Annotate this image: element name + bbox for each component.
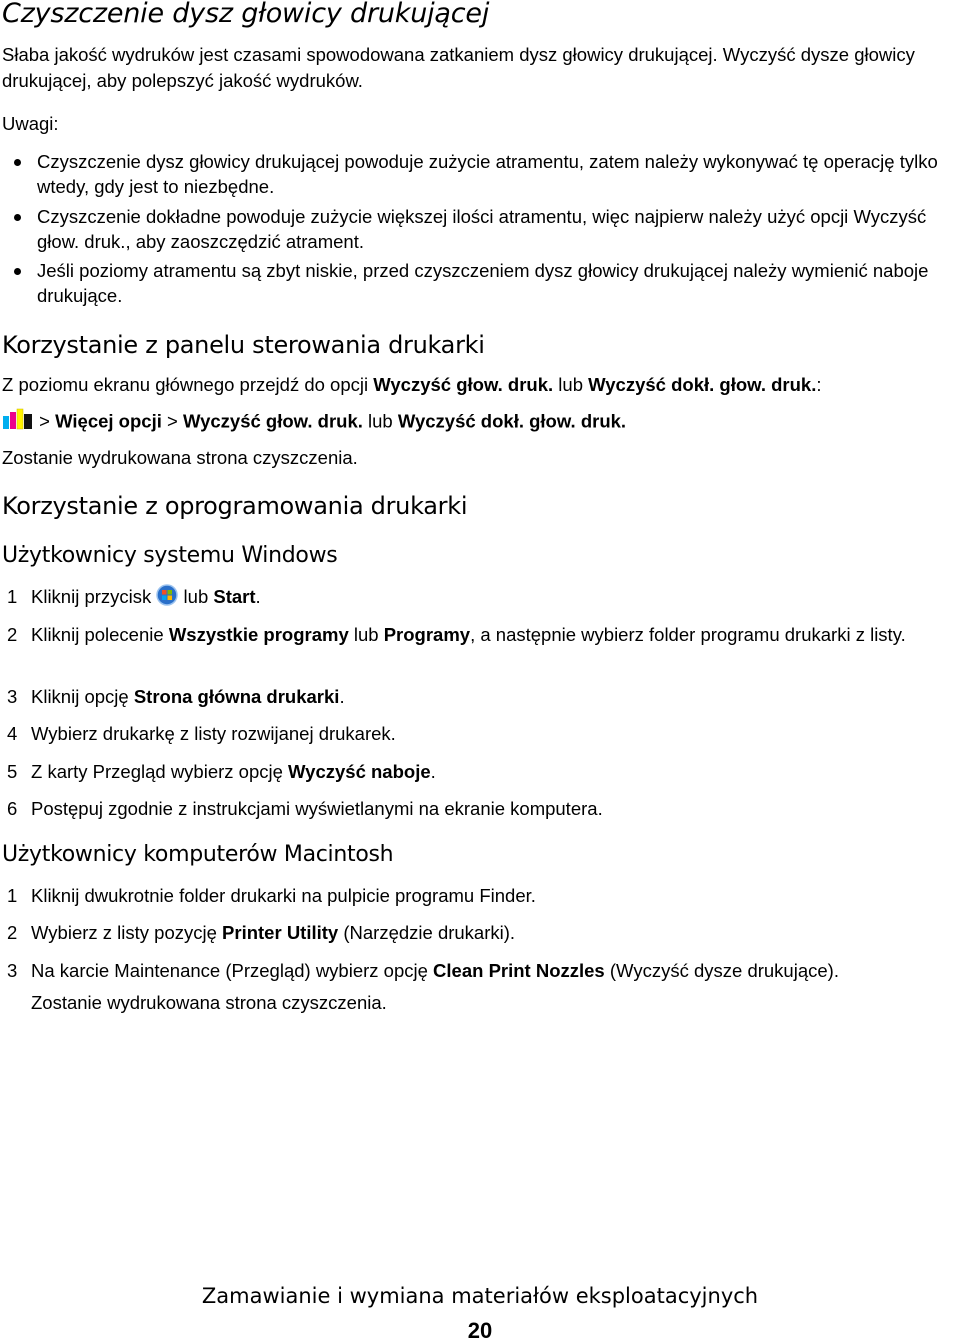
step-number: 5 (7, 761, 18, 782)
mac-step (0, 883, 955, 908)
note-item (0, 258, 955, 308)
page-number: 20 (467, 1318, 493, 1343)
step-number: 3 (7, 960, 18, 981)
windows-step (0, 721, 955, 746)
step-number: 4 (7, 723, 18, 744)
step-number: 2 (7, 624, 18, 645)
note-item (0, 204, 955, 254)
step-text: Kliknij przycisk lub Start. (31, 584, 955, 612)
panel-menu-path: > Więcej opcji > Wyczyść głow. druk. lub Wyczyść dokł. głow. druk. (2, 408, 626, 437)
windows-start-icon (156, 584, 178, 612)
step-number: 3 (7, 686, 18, 707)
note-text: Jeśli poziomy atramentu są zbyt niskie, przed czyszczeniem dysz głowicy drukującej należy wymienić naboje drukujące. (37, 260, 929, 306)
ink-cartridges-icon (2, 408, 34, 437)
note-item (0, 149, 955, 199)
step-text: Kliknij polecenie Wszystkie programy lub Programy, a następnie wybierz folder programu drukarki z listy. (31, 624, 906, 645)
step-text: Kliknij dwukrotnie folder drukarki na pulpicie programu Finder. (31, 885, 536, 906)
page-title: Czyszczenie dysz głowicy drukującej (2, 0, 490, 29)
step-text: Z karty Przegląd wybierz opcję Wyczyść naboje. (31, 761, 436, 782)
step-text: Wybierz drukarkę z listy rozwijanej drukarek. (31, 723, 396, 744)
windows-step (0, 622, 955, 647)
bullet-icon (14, 214, 21, 221)
bullet-icon (14, 268, 21, 275)
notes-label: Uwagi: (2, 113, 59, 134)
step-text: Na karcie Maintenance (Przegląd) wybierz opcję Clean Print Nozzles (Wyczyść dysze drukujące). (31, 960, 839, 981)
panel-result: Zostanie wydrukowana strona czyszczenia. (2, 447, 358, 468)
step-number: 2 (7, 922, 18, 943)
windows-heading: Użytkownicy systemu Windows (2, 543, 338, 568)
step-number: 1 (7, 586, 18, 607)
step-text: Postępuj zgodnie z instrukcjami wyświetlanymi na ekranie komputera. (31, 798, 603, 819)
windows-step (0, 759, 955, 784)
windows-step (0, 796, 955, 821)
mac-step (0, 958, 955, 1015)
mac-step (0, 920, 955, 945)
windows-step (0, 684, 955, 709)
step-text: Kliknij opcję Strona główna drukarki. (31, 686, 345, 707)
step-text: Wybierz z listy pozycję Printer Utility (Narzędzie drukarki). (31, 922, 516, 943)
panel-instruction: Z poziomu ekranu głównego przejdź do opcji Wyczyść głow. druk. lub Wyczyść dokł. głow. druk.: (2, 374, 822, 395)
step-result: Zostanie wydrukowana strona czyszczenia. (31, 992, 387, 1013)
panel-heading: Korzystanie z panelu sterowania drukarki (2, 331, 485, 359)
software-heading: Korzystanie z oprogramowania drukarki (2, 492, 468, 520)
bullet-icon (14, 159, 21, 166)
intro-paragraph: Słaba jakość wydruków jest czasami spowodowana zatkaniem dysz głowicy drukującej. Wyczyść dysze głowicy drukującej, aby polepszyć jakość wydruków. (2, 44, 915, 91)
step-number: 6 (7, 798, 18, 819)
footer-title: Zamawianie i wymiana materiałów eksploatacyjnych (201, 1284, 759, 1308)
mac-heading: Użytkownicy komputerów Macintosh (2, 842, 394, 867)
windows-step (0, 584, 955, 612)
step-number: 1 (7, 885, 18, 906)
note-text: Czyszczenie dysz głowicy drukującej powoduje zużycie atramentu, zatem należy wykonywać tę operację tylko wtedy, gdy jest to niezbędne. (37, 151, 938, 197)
note-text: Czyszczenie dokładne powoduje zużycie większej ilości atramentu, więc najpierw należy użyć opcji Wyczyść głow. druk., aby zaoszczędzić atrament. (37, 206, 927, 252)
